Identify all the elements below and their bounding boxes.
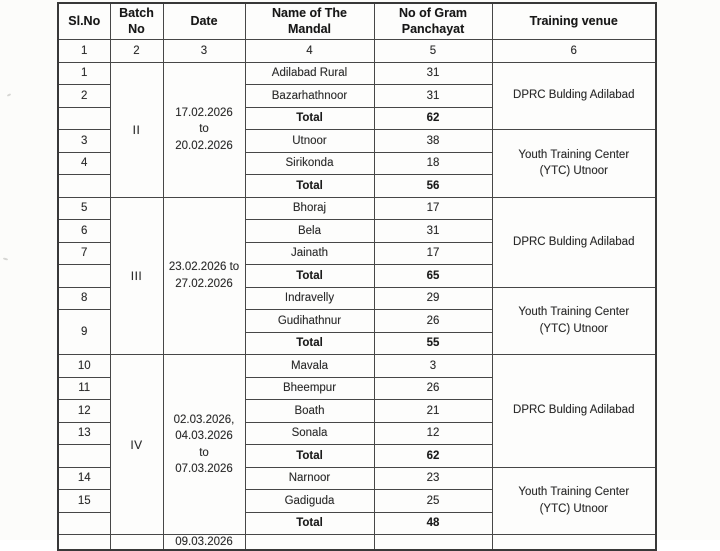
cell-gp-count: 31 (374, 85, 492, 108)
cell-gp-count: 25 (374, 490, 492, 513)
cell-gp-count: 12 (374, 422, 492, 445)
venue-line: Youth Training Center (518, 148, 630, 161)
cell-gp-count: 21 (374, 400, 492, 423)
cell-mandal: Bela (245, 220, 374, 243)
cell-gp-count: 31 (374, 62, 492, 85)
cell-venue (492, 467, 656, 535)
venue-line: DPRC Bulding Adilabad (513, 89, 635, 102)
cell-total-label: Total (245, 332, 374, 355)
column-number-row (58, 39, 656, 62)
cell-mandal: Mavala (245, 355, 374, 378)
col-number: 6 (492, 39, 656, 62)
cell-gp-count (374, 535, 492, 551)
cell-slno: 2 (58, 85, 110, 108)
header-line: Name of The (271, 6, 347, 20)
cell-slno: 1 (58, 62, 110, 85)
table-row (58, 62, 656, 85)
cell-mandal: Adilabad Rural (245, 62, 374, 85)
cell-total-count: 48 (374, 512, 492, 535)
cell-mandal: Gudihathnur (245, 310, 374, 333)
cell-slno: 6 (58, 220, 110, 243)
cell-batch-no: IV (110, 355, 163, 535)
col-header-batch (110, 3, 163, 39)
cell-mandal: Narnoor (245, 467, 374, 490)
venue-line: (YTC) Utnoor (539, 322, 608, 335)
cell-mandal: Boath (245, 400, 374, 423)
date-line: 02.03.2026, (173, 413, 235, 426)
cell-slno: 10 (58, 355, 110, 378)
training-schedule-table (57, 2, 657, 551)
table-row (58, 197, 656, 220)
cell-slno: 5 (58, 197, 110, 220)
table-row (58, 355, 656, 378)
cell-slno (58, 107, 110, 130)
cell-gp-count: 17 (374, 197, 492, 220)
cell-slno: 15 (58, 490, 110, 513)
cell-total-count: 62 (374, 445, 492, 468)
cell-batch-no (110, 535, 163, 551)
cell-date (163, 62, 245, 197)
venue-line: DPRC Bulding Adilabad (513, 404, 635, 417)
scan-speckle (7, 93, 11, 97)
cell-total-label: Total (245, 265, 374, 288)
date-line: to (199, 446, 209, 459)
venue-line: Youth Training Center (518, 486, 630, 499)
cell-date (163, 535, 245, 551)
header-line: Mandal (287, 22, 332, 37)
cell-venue (492, 287, 656, 355)
cell-gp-count: 26 (374, 310, 492, 333)
header-row (58, 3, 656, 39)
cell-total-count: 55 (374, 332, 492, 355)
cell-gp-count: 23 (374, 467, 492, 490)
cell-gp-count: 3 (374, 355, 492, 378)
header-line: No of Gram (398, 6, 468, 20)
cell-total-label: Total (245, 512, 374, 535)
table-body (58, 62, 656, 550)
cell-mandal: Sirikonda (245, 152, 374, 175)
cell-gp-count: 26 (374, 377, 492, 400)
col-number: 4 (245, 39, 374, 62)
cell-slno (58, 512, 110, 535)
cell-venue (492, 197, 656, 287)
cell-slno: 7 (58, 242, 110, 265)
cell-slno: 4 (58, 152, 110, 175)
cell-gp-count: 38 (374, 130, 492, 153)
cell-slno (58, 265, 110, 288)
cell-slno: 13 (58, 422, 110, 445)
date-line: 23.02.2026 to (168, 261, 240, 274)
cell-total-label: Total (245, 445, 374, 468)
clipped-table-row (58, 535, 656, 551)
date-line: 04.03.2026 (175, 430, 233, 443)
cell-slno (58, 535, 110, 551)
cell-slno: 12 (58, 400, 110, 423)
cell-total-count: 56 (374, 175, 492, 198)
col-header-date: Date (163, 3, 245, 39)
date-line: 17.02.2026 (175, 107, 233, 119)
cell-gp-count: 29 (374, 287, 492, 310)
cell-mandal: Sonala (245, 422, 374, 445)
venue-line: DPRC Bulding Adilabad (513, 235, 635, 248)
venue-line: (YTC) Utnoor (539, 502, 608, 515)
col-number: 1 (58, 39, 110, 62)
col-number: 2 (110, 39, 163, 62)
scan-speckle (3, 257, 8, 260)
col-header-venue: Training venue (492, 3, 656, 39)
cell-venue (492, 62, 656, 130)
date-line: 09.03.2026 (175, 536, 233, 548)
cell-gp-count: 18 (374, 152, 492, 175)
cell-mandal: Bhoraj (245, 197, 374, 220)
cell-slno: 11 (58, 377, 110, 400)
cell-total-label: Total (245, 107, 374, 130)
cell-mandal: Bheempur (245, 377, 374, 400)
cell-slno: 3 (58, 130, 110, 153)
cell-mandal: Bazarhathnoor (245, 85, 374, 108)
date-line: 07.03.2026 (175, 462, 233, 475)
cell-gp-count: 17 (374, 242, 492, 265)
cell-venue (492, 535, 656, 551)
date-line: 27.02.2026 (175, 277, 233, 290)
cell-mandal: Jainath (245, 242, 374, 265)
cell-venue (492, 355, 656, 468)
cell-date (163, 197, 245, 355)
table-header (58, 3, 656, 62)
cell-date (163, 355, 245, 535)
cell-slno (58, 445, 110, 468)
cell-mandal: Utnoor (245, 130, 374, 153)
col-header-mandal (245, 3, 374, 39)
cell-mandal (245, 535, 374, 551)
col-header-slno: Sl.No (58, 3, 110, 39)
cell-slno: 14 (58, 467, 110, 490)
header-line: Batch (119, 6, 154, 20)
cell-slno: 9 (58, 310, 110, 355)
cell-mandal: Gadiguda (245, 490, 374, 513)
cell-total-count: 65 (374, 265, 492, 288)
col-number: 3 (163, 39, 245, 62)
date-line: to (199, 123, 209, 136)
cell-total-count: 62 (374, 107, 492, 130)
col-header-gp (374, 3, 492, 39)
venue-line: Youth Training Center (518, 306, 630, 319)
cell-slno (58, 175, 110, 198)
venue-line: (YTC) Utnoor (539, 165, 608, 178)
cell-total-label: Total (245, 175, 374, 198)
cell-gp-count: 31 (374, 220, 492, 243)
header-line: No (128, 22, 145, 37)
date-line: 20.02.2026 (175, 139, 233, 152)
header-line: Panchayat (401, 22, 465, 37)
cell-slno: 8 (58, 287, 110, 310)
cell-batch-no: III (110, 197, 163, 355)
cell-venue (492, 130, 656, 198)
col-number: 5 (374, 39, 492, 62)
cell-batch-no: II (110, 62, 163, 197)
cell-mandal: Indravelly (245, 287, 374, 310)
